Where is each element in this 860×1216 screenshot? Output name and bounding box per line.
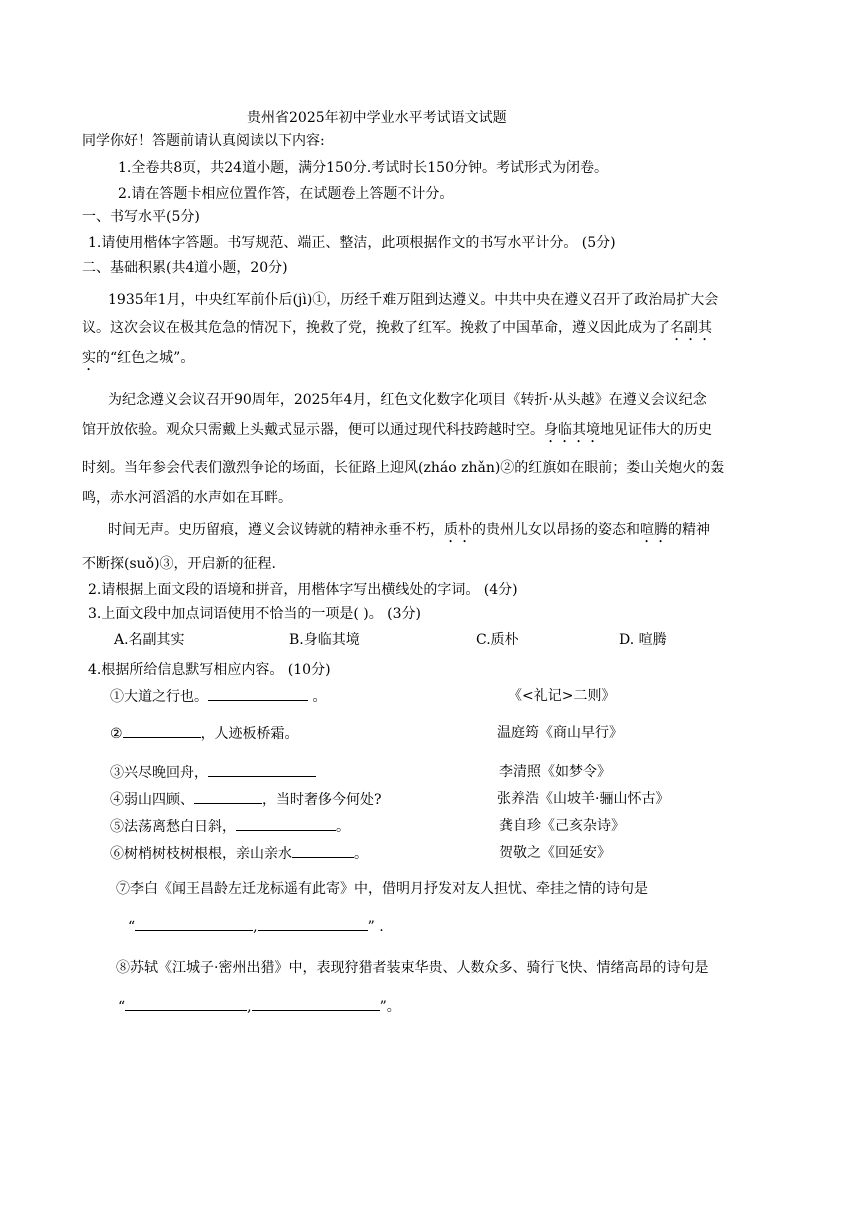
dictation-source-6: 贺敬之《回延安》	[499, 845, 611, 861]
dictation-item-8: ⑧苏轼《江城子·密州出猎》中，表现狩猎者装束华贵、人数众多、骑行飞快、情绪高昂的诗句是	[116, 960, 709, 976]
dictation-text: 。	[308, 689, 327, 705]
option-b: B.身临其境	[289, 632, 360, 648]
question-2: 2.请根据上面文段的语境和拼音，用楷体字写出横线处的字词。 (4分)	[88, 582, 518, 598]
passage-text: 的“红色之城”。	[96, 350, 195, 366]
passage-text: 时间无声。史历留痕，遵义会议铸就的精神永垂不朽，	[108, 522, 444, 538]
answer-blank[interactable]	[292, 843, 354, 858]
question-4: 4.根据所给信息默写相应内容。 (10分)	[88, 662, 331, 678]
answer-blank[interactable]	[123, 723, 201, 738]
note-1: 1.全卷共8页，共24道小题，满分150分.考试时长150分钟。考试形式为闭卷。	[118, 160, 608, 176]
section-1-heading: 一、书写水平(5分)	[82, 209, 200, 225]
dotted-word-shenlinqijing: 身临其境	[544, 422, 600, 438]
option-a: A.名副其实	[114, 632, 185, 648]
answer-blank[interactable]	[125, 996, 247, 1011]
dictation-text: ③兴尽晚回舟，	[110, 765, 208, 781]
dotted-word-mingfuqishi: 名副其	[670, 320, 712, 336]
passage-p2-line2	[82, 420, 712, 446]
dictation-item-4	[110, 789, 382, 810]
passage-p3-line2: 不断探(suǒ)③，开启新的征程.	[82, 556, 277, 572]
quote-mark: ”。	[379, 999, 401, 1015]
dictation-item-1	[110, 686, 326, 707]
passage-text: 地见证伟大的历史	[600, 422, 712, 438]
passage-text: 的贵州儿女以昂扬的姿态和	[472, 522, 640, 538]
quote-mark: “	[118, 999, 126, 1015]
dictation-text: 。	[336, 819, 350, 835]
answer-blank[interactable]	[236, 816, 336, 831]
note-2: 2.请在答题卡相应位置作答，在试题卷上答题不计分。	[118, 186, 454, 202]
answer-blank[interactable]	[258, 916, 368, 931]
passage-text: 议。这次会议在极其危急的情况下，挽救了党，挽救了红军。挽救了中国革命，遵义因此成为了	[82, 320, 670, 336]
option-d: D. 喧腾	[619, 632, 667, 648]
passage-p2-line1: 为纪念遵义会议召开90周年，2025年4月，红色文化数字化项目《转折·从头越》在遵义会议纪念	[108, 392, 707, 408]
answer-blank[interactable]	[135, 916, 253, 931]
question-3: 3.上面文段中加点词语使用不恰当的一项是( )。 (3分)	[88, 606, 422, 622]
passage-p1-line3	[82, 348, 194, 374]
answer-blank[interactable]	[208, 762, 316, 777]
option-c: C.质朴	[476, 632, 519, 648]
answer-blank[interactable]	[194, 789, 262, 804]
passage-text: 的精神	[668, 522, 710, 538]
passage-p3-line1	[108, 520, 710, 546]
section-2-heading: 二、基础积累(共4道小题，20分)	[82, 260, 288, 276]
dictation-item-7: ⑦李白《闻王昌龄左迁龙标遥有此寄》中，借明月抒发对友人担忧、牵挂之情的诗句是	[116, 881, 648, 897]
passage-p1-line1: 1935年1月，中央红军前仆后(jì)①，历经千难万阻到达遵义。中共中央在遵义召开了政治局扩大会	[108, 292, 719, 308]
quote-mark: “	[128, 919, 136, 935]
answer-blank[interactable]	[208, 686, 308, 701]
dictation-item-3	[110, 762, 316, 783]
dotted-word-xuanteng: 喧腾	[640, 522, 668, 538]
dictation-text: ，当时奢侈今何处?	[262, 792, 382, 808]
passage-p2-line4: 鸣，赤水河滔滔的水声如在耳畔。	[82, 490, 292, 506]
page-title: 贵州省2025年初中学业水平考试语文试题	[247, 110, 507, 126]
dictation-text: ①大道之行也。	[110, 689, 208, 705]
passage-p2-line3: 时刻。当年参会代表们激烈争论的场面，长征路上迎风(zháo zhǎn)②的红旗如在眼前；娄山关炮火的轰	[82, 460, 725, 476]
dictation-text: ④弱山四顾、	[110, 792, 194, 808]
dictation-item-2	[110, 723, 299, 744]
dictation-source-2: 温庭筠《商山早行》	[497, 725, 623, 741]
dictation-text: ⑤法荡离愁白日斜，	[110, 819, 236, 835]
dotted-word-zhipu: 质朴	[444, 522, 472, 538]
dictation-source-5: 龚自珍《己亥杂诗》	[499, 818, 625, 834]
dictation-text: ，人迹板桥霜。	[200, 726, 299, 742]
separator: ,	[247, 999, 252, 1015]
dictation-item-8-answer	[118, 996, 401, 1017]
dictation-item-6	[110, 843, 368, 864]
passage-text: 馆开放依验。观众只需戴上头戴式显示器，便可以通过现代科技跨越时空。	[82, 422, 544, 438]
quote-mark: ” .	[367, 919, 384, 935]
passage-p1-line2	[82, 318, 712, 344]
dictation-text: ⑥树梢树枝树根根，亲山亲水	[110, 846, 292, 862]
dictation-text: 。	[354, 846, 368, 862]
greeting: 同学你好！答题前请认真阅读以下内容:	[82, 133, 325, 149]
dictation-source-1: 《<礼记>二则》	[508, 688, 616, 704]
question-1: 1.请使用楷体字答题。书写规范、端正、整洁，此项根据作文的书写水平计分。 (5分)	[88, 235, 616, 251]
answer-blank[interactable]	[252, 996, 380, 1011]
dotted-word-mingfuqishi-end: 实	[82, 350, 96, 366]
dictation-source-3: 李清照《如梦令》	[499, 764, 611, 780]
dictation-item-5	[110, 816, 350, 837]
dictation-text: ②	[110, 726, 123, 742]
separator: ,	[253, 919, 258, 935]
dictation-source-4: 张养浩《山坡羊·骊山怀古》	[497, 791, 670, 807]
dictation-item-7-answer	[128, 916, 384, 937]
